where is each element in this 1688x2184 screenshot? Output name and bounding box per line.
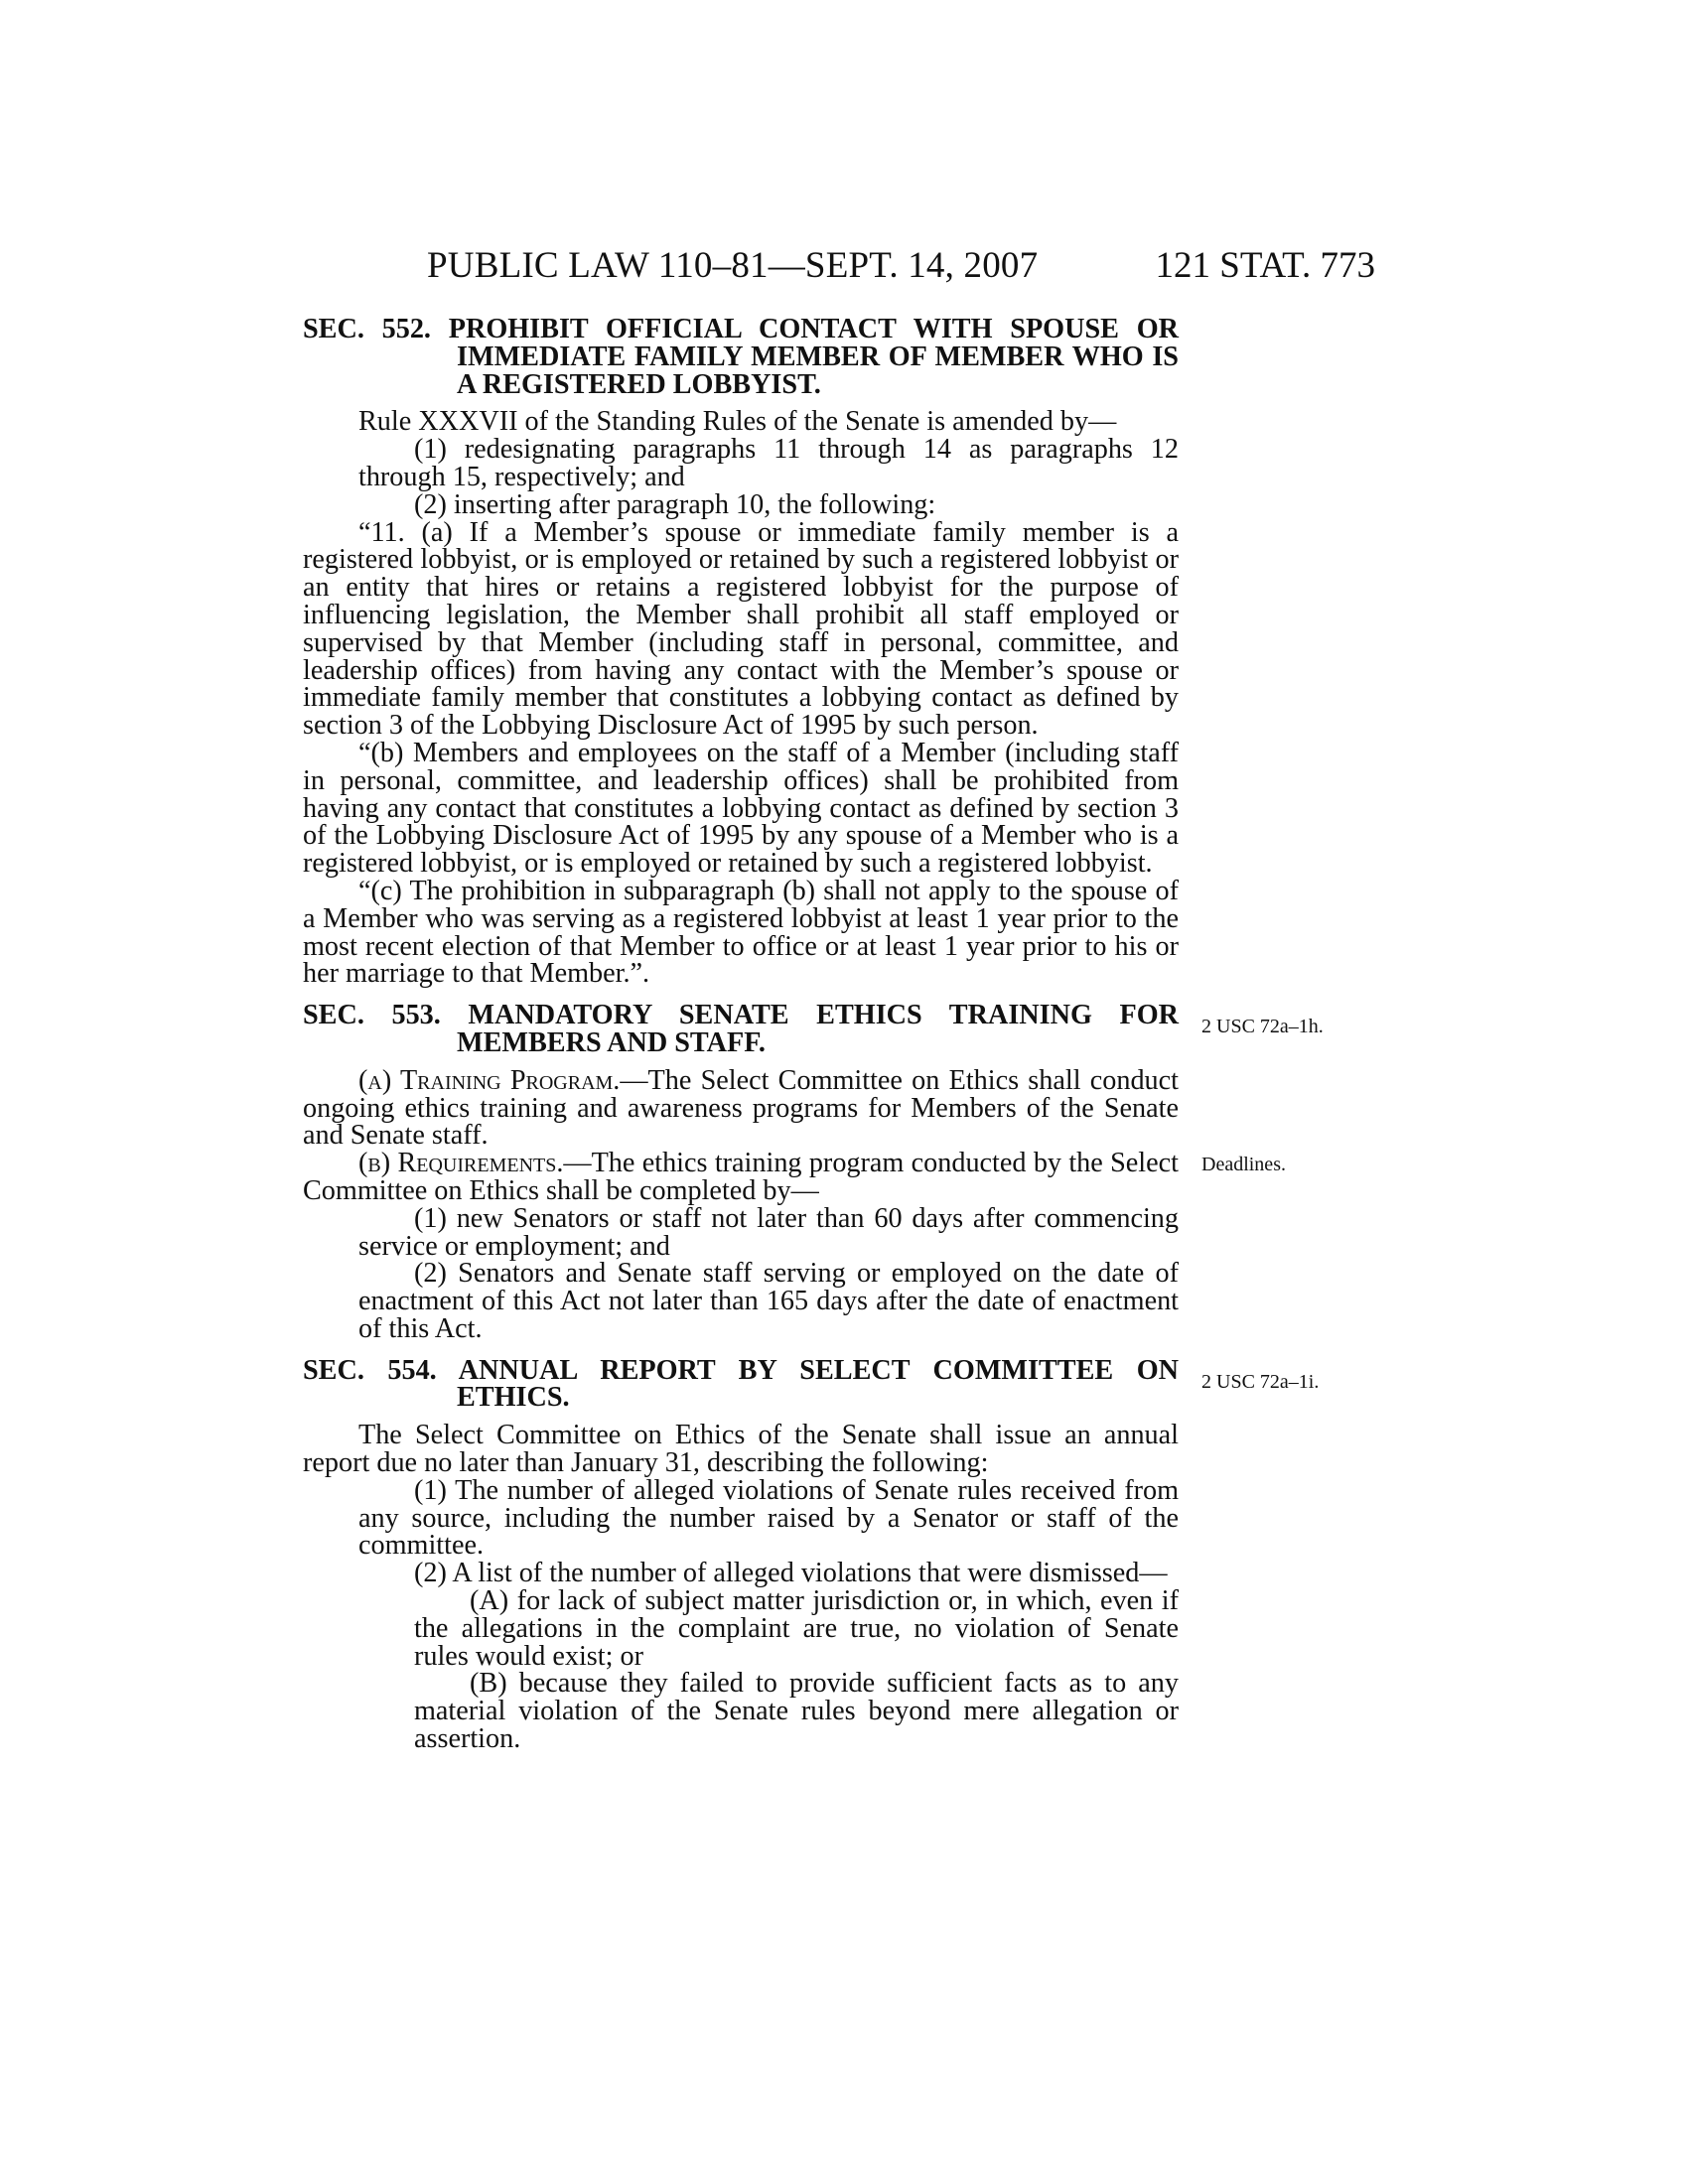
section-554-item-1: (1) The number of alleged violations of Senate rules received from any source, including the number raised by a Senator or staff of the committee. <box>358 1474 1179 1562</box>
section-553-item-1: (1) new Senators or staff not later than 60 days after commencing service or employment; and <box>358 1202 1179 1262</box>
section-554-item-2: (2) A list of the number of alleged violations that were dismissed— <box>414 1558 1168 1589</box>
section-553-b-text: —The ethics training program conducted by the Select Committee on Ethics shall be completed by— <box>303 1148 1179 1206</box>
section-552-intro: Rule XXXVII of the Standing Rules of the Senate is amended by— <box>358 406 1117 438</box>
section-552-item-2: (2) inserting after paragraph 10, the following: <box>414 488 936 520</box>
section-553-heading: SEC. 553. MANDATORY SENATE ETHICS TRAINING FOR MEMBERS AND STAFF. <box>303 1000 1179 1058</box>
section-553-heading-block <box>303 1000 1324 1058</box>
header-page-number: 121 STAT. 773 <box>1155 245 1375 286</box>
section-553-subsection-b <box>303 1150 1179 1205</box>
section-554-item-2A: (A) for lack of subject matter jurisdiction or, in which, even if the allegations in the complaint are true, no violation of Senate rules would exist; or <box>414 1585 1179 1672</box>
document-body <box>303 314 1324 1755</box>
section-553-b-label: (b) Requirements. <box>358 1148 564 1179</box>
section-554-intro: The Select Committee on Ethics of the Senate shall issue an annual report due no later than January 31, describing the following: <box>303 1420 1179 1479</box>
section-552-heading: SEC. 552. PROHIBIT OFFICIAL CONTACT WITH SPOUSE OR IMMEDIATE FAMILY MEMBER OF MEMBER WHO IS A REGISTERED LOBBYIST. <box>303 314 1179 400</box>
section-553-subsection-a <box>303 1064 1179 1152</box>
section-552-paragraph-b: “(b) Members and employees on the staff of a Member (including staff in personal, committee, and leadership offices) shall be prohibited from having any contact that constitutes a lobbying contact as defined by section 3 of the Lobbying Disclosure Act of 1995 by any spouse of a Member who is a registered lobbyist, or is employed or retained by such a registered lobbyist. <box>303 737 1179 880</box>
section-554-heading-block <box>303 1354 1320 1414</box>
deadlines-margin-note: Deadlines. <box>1201 1154 1286 1176</box>
section-553-a-text: —The Select Committee on Ethics shall conduct ongoing ethics training and awareness programs for Members of the Senate and Senate staff. <box>303 1064 1179 1152</box>
section-554-margin-note: 2 USC 72a–1i. <box>1201 1370 1320 1393</box>
section-552-paragraph-a: “11. (a) If a Member’s spouse or immediate family member is a registered lobbyist, or is employed or retained by such a registered lobbyist or an entity that hires or retains a registered lobbyist for the purpose of influencing legislation, the Member shall prohibit all staff employed or supervised by that Member (including staff in personal, committee, and leadership offices) from having any contact with the Member’s spouse or immediate family member that constitutes a lobbying contact as defined by section 3 of the Lobbying Disclosure Act of 1995 by such person. <box>303 516 1179 742</box>
section-552-paragraph-c: “(c) The prohibition in subparagraph (b) shall not apply to the spouse of a Member who was serving as a registered lobbyist at least 1 year prior to the most recent election of that Member to office or at least 1 year prior to his or her marriage to that Member.”. <box>303 875 1179 990</box>
section-554-heading: SEC. 554. ANNUAL REPORT BY SELECT COMMITTEE ON ETHICS. <box>303 1354 1179 1414</box>
section-553-margin-note: 2 USC 72a–1h. <box>1201 1016 1324 1038</box>
running-header <box>427 244 1375 284</box>
section-552-item-1: (1) redesignating paragraphs 11 through 14 as paragraphs 12 through 15, respectively; and <box>358 434 1179 492</box>
header-title: PUBLIC LAW 110–81—SEPT. 14, 2007 <box>427 245 1039 286</box>
section-554-item-2B: (B) because they failed to provide sufficient facts as to any material violation of the Senate rules beyond mere allegation or assertion. <box>414 1668 1179 1755</box>
section-553-item-2: (2) Senators and Senate staff serving or employed on the date of enactment of this Act not later than 165 days after the date of enactment of this Act. <box>358 1258 1179 1344</box>
section-553-a-label: (a) Training Program. <box>358 1064 621 1096</box>
section-553-subsection-b-block <box>303 1148 1286 1206</box>
